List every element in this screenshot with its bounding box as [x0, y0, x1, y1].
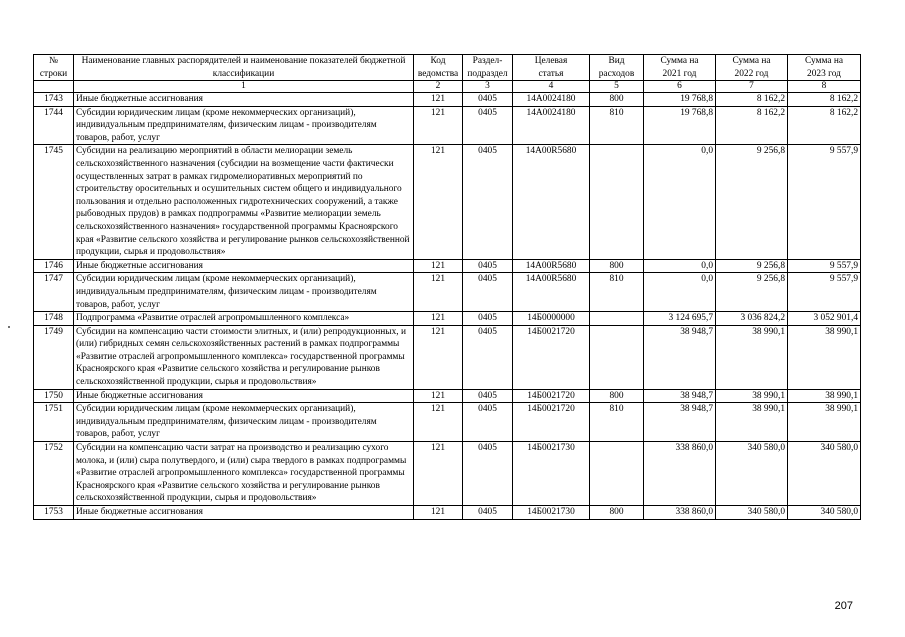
row-sum-2023: 9 557,9 — [788, 259, 861, 273]
table-row — [34, 145, 861, 259]
header-name: Наименование главных распорядителей и наименование показателей бюджетной классификации — [74, 55, 414, 81]
row-target: 14Б0021730 — [513, 506, 590, 520]
row-sum-2022: 3 036 824,2 — [716, 312, 788, 326]
row-name: Субсидии юридическим лицам (кроме некоммерческих организаций), индивидуальным предпринимателям, физическим лицам - производителям товаров, работ, услуг — [74, 403, 414, 442]
page-number: 207 — [834, 600, 853, 612]
table-row — [34, 106, 861, 145]
row-target: 14Б0021720 — [513, 325, 590, 389]
row-section: 0405 — [463, 106, 513, 145]
row-expense-type — [590, 145, 644, 259]
row-name: Иные бюджетные ассигнования — [74, 506, 414, 520]
row-target: 14А00R5680 — [513, 145, 590, 259]
row-expense-type: 810 — [590, 106, 644, 145]
row-dept-code: 121 — [414, 403, 463, 442]
col-number: 7 — [716, 81, 788, 93]
row-sum-2023: 340 580,0 — [788, 506, 861, 520]
row-section: 0405 — [463, 273, 513, 312]
header-sum-2023: Сумма на 2023 год — [788, 55, 861, 81]
col-number: 4 — [513, 81, 590, 93]
table-header-row — [34, 55, 861, 81]
table-row — [34, 389, 861, 403]
row-expense-type: 800 — [590, 389, 644, 403]
row-expense-type: 800 — [590, 506, 644, 520]
row-sum-2021: 38 948,7 — [644, 325, 716, 389]
row-name: Иные бюджетные ассигнования — [74, 93, 414, 107]
row-name: Субсидии на компенсацию части стоимости элитных, и (или) репродукционных, и (или) гибридных семян сельскохозяйственных растений в рамках подпрограммы «Развитие отраслей агропромышленного комплекса» государственной программы Красноярского края «Развитие сельского хозяйства и регулирование рынков сельскохозяйственной продукции, сырья и продовольствия» — [74, 325, 414, 389]
row-sum-2021: 0,0 — [644, 259, 716, 273]
row-sum-2022: 8 162,2 — [716, 106, 788, 145]
row-sum-2023: 9 557,9 — [788, 273, 861, 312]
row-sum-2023: 38 990,1 — [788, 325, 861, 389]
row-sum-2021: 3 124 695,7 — [644, 312, 716, 326]
row-section: 0405 — [463, 259, 513, 273]
row-dept-code: 121 — [414, 145, 463, 259]
row-target: 14Б0021720 — [513, 403, 590, 442]
row-sum-2022: 38 990,1 — [716, 403, 788, 442]
row-sum-2023: 38 990,1 — [788, 389, 861, 403]
row-dept-code: 121 — [414, 93, 463, 107]
row-sum-2023: 340 580,0 — [788, 442, 861, 506]
table-row — [34, 259, 861, 273]
scan-artifact-dot — [8, 326, 10, 328]
row-sum-2022: 38 990,1 — [716, 325, 788, 389]
row-sum-2022: 9 256,8 — [716, 273, 788, 312]
row-number: 1747 — [34, 273, 74, 312]
row-expense-type — [590, 442, 644, 506]
row-number: 1751 — [34, 403, 74, 442]
row-target: 14Б0021720 — [513, 389, 590, 403]
col-number: 2 — [414, 81, 463, 93]
col-number: 1 — [74, 81, 414, 93]
header-target: Целевая статья — [513, 55, 590, 81]
row-section: 0405 — [463, 442, 513, 506]
row-expense-type: 810 — [590, 403, 644, 442]
row-sum-2022: 340 580,0 — [716, 442, 788, 506]
row-expense-type: 810 — [590, 273, 644, 312]
row-sum-2023: 8 162,2 — [788, 106, 861, 145]
col-number: 8 — [788, 81, 861, 93]
row-target: 14А0024180 — [513, 106, 590, 145]
row-sum-2022: 9 256,8 — [716, 259, 788, 273]
col-number: 6 — [644, 81, 716, 93]
row-section: 0405 — [463, 325, 513, 389]
row-dept-code: 121 — [414, 389, 463, 403]
row-dept-code: 121 — [414, 259, 463, 273]
row-dept-code: 121 — [414, 325, 463, 389]
row-number: 1748 — [34, 312, 74, 326]
row-sum-2021: 0,0 — [644, 145, 716, 259]
row-number: 1753 — [34, 506, 74, 520]
row-name: Подпрограмма «Развитие отраслей агропромышленного комплекса» — [74, 312, 414, 326]
row-sum-2023: 3 052 901,4 — [788, 312, 861, 326]
row-name: Субсидии на реализацию мероприятий в области мелиорации земель сельскохозяйственного назначения (субсидии на возмещение части фактически осуществленных затрат в рамках гидромелиоративных мероприятий по строительству оросительных и осушительных систем общего и индивидуального пользования и отдельно расположенных гидротехнических сооружений, а также рыбоводных прудов) в рамках подпрограммы «Развитие мелиорации земель сельскохозяйственного назначения» государственной программы Красноярского края «Развитие сельского хозяйства и регулирование рынков сельскохозяйственной продукции, сырья и продовольствия» — [74, 145, 414, 259]
row-sum-2021: 19 768,8 — [644, 93, 716, 107]
row-number: 1752 — [34, 442, 74, 506]
table-row — [34, 93, 861, 107]
row-target: 14А00R5680 — [513, 259, 590, 273]
row-sum-2022: 340 580,0 — [716, 506, 788, 520]
budget-table — [33, 54, 861, 520]
row-name: Субсидии юридическим лицам (кроме некоммерческих организаций), индивидуальным предпринимателям, физическим лицам - производителям товаров, работ, услуг — [74, 106, 414, 145]
row-sum-2021: 338 860,0 — [644, 506, 716, 520]
row-number: 1745 — [34, 145, 74, 259]
header-section: Раздел- подраздел — [463, 55, 513, 81]
row-name: Иные бюджетные ассигнования — [74, 389, 414, 403]
row-section: 0405 — [463, 145, 513, 259]
table-row — [34, 312, 861, 326]
row-dept-code: 121 — [414, 273, 463, 312]
row-expense-type: 800 — [590, 93, 644, 107]
col-number: 5 — [590, 81, 644, 93]
row-name: Субсидии юридическим лицам (кроме некоммерческих организаций), индивидуальным предпринимателям, физическим лицам - производителям товаров, работ, услуг — [74, 273, 414, 312]
row-section: 0405 — [463, 389, 513, 403]
table-row — [34, 325, 861, 389]
row-target: 14А0024180 — [513, 93, 590, 107]
row-dept-code: 121 — [414, 106, 463, 145]
row-sum-2022: 8 162,2 — [716, 93, 788, 107]
table-row — [34, 273, 861, 312]
row-sum-2023: 8 162,2 — [788, 93, 861, 107]
row-expense-type: 800 — [590, 259, 644, 273]
header-dept-code: Код ведомства — [414, 55, 463, 81]
row-sum-2023: 9 557,9 — [788, 145, 861, 259]
row-section: 0405 — [463, 506, 513, 520]
header-row-no: № строки — [34, 55, 74, 81]
row-sum-2021: 0,0 — [644, 273, 716, 312]
row-target: 14Б0000000 — [513, 312, 590, 326]
row-sum-2021: 38 948,7 — [644, 389, 716, 403]
budget-table-sheet — [33, 54, 860, 520]
row-sum-2022: 9 256,8 — [716, 145, 788, 259]
row-dept-code: 121 — [414, 442, 463, 506]
table-row — [34, 506, 861, 520]
row-dept-code: 121 — [414, 506, 463, 520]
header-sum-2022: Сумма на 2022 год — [716, 55, 788, 81]
row-section: 0405 — [463, 93, 513, 107]
row-number: 1749 — [34, 325, 74, 389]
table-row — [34, 403, 861, 442]
table-body — [34, 93, 861, 520]
row-sum-2022: 38 990,1 — [716, 389, 788, 403]
header-sum-2021: Сумма на 2021 год — [644, 55, 716, 81]
col-number: 3 — [463, 81, 513, 93]
row-number: 1743 — [34, 93, 74, 107]
row-name: Иные бюджетные ассигнования — [74, 259, 414, 273]
row-expense-type — [590, 325, 644, 389]
row-target: 14А00R5680 — [513, 273, 590, 312]
row-number: 1744 — [34, 106, 74, 145]
row-dept-code: 121 — [414, 312, 463, 326]
row-number: 1750 — [34, 389, 74, 403]
table-row — [34, 442, 861, 506]
column-number-row — [34, 81, 861, 93]
row-sum-2021: 19 768,8 — [644, 106, 716, 145]
row-expense-type — [590, 312, 644, 326]
row-number: 1746 — [34, 259, 74, 273]
col-number — [34, 81, 74, 93]
row-section: 0405 — [463, 312, 513, 326]
row-sum-2021: 38 948,7 — [644, 403, 716, 442]
row-name: Субсидии на компенсацию части затрат на производство и реализацию сухого молока, и (или) сыра полутвердого, и (или) сыра твердого в рамках подпрограммы «Развитие отраслей агропромышленного комплекса» государственной программы Красноярского края «Развитие сельского хозяйства и регулирование рынков сельскохозяйственной продукции, сырья и продовольствия» — [74, 442, 414, 506]
header-expense-type: Вид расходов — [590, 55, 644, 81]
row-sum-2023: 38 990,1 — [788, 403, 861, 442]
row-target: 14Б0021730 — [513, 442, 590, 506]
row-sum-2021: 338 860,0 — [644, 442, 716, 506]
row-section: 0405 — [463, 403, 513, 442]
